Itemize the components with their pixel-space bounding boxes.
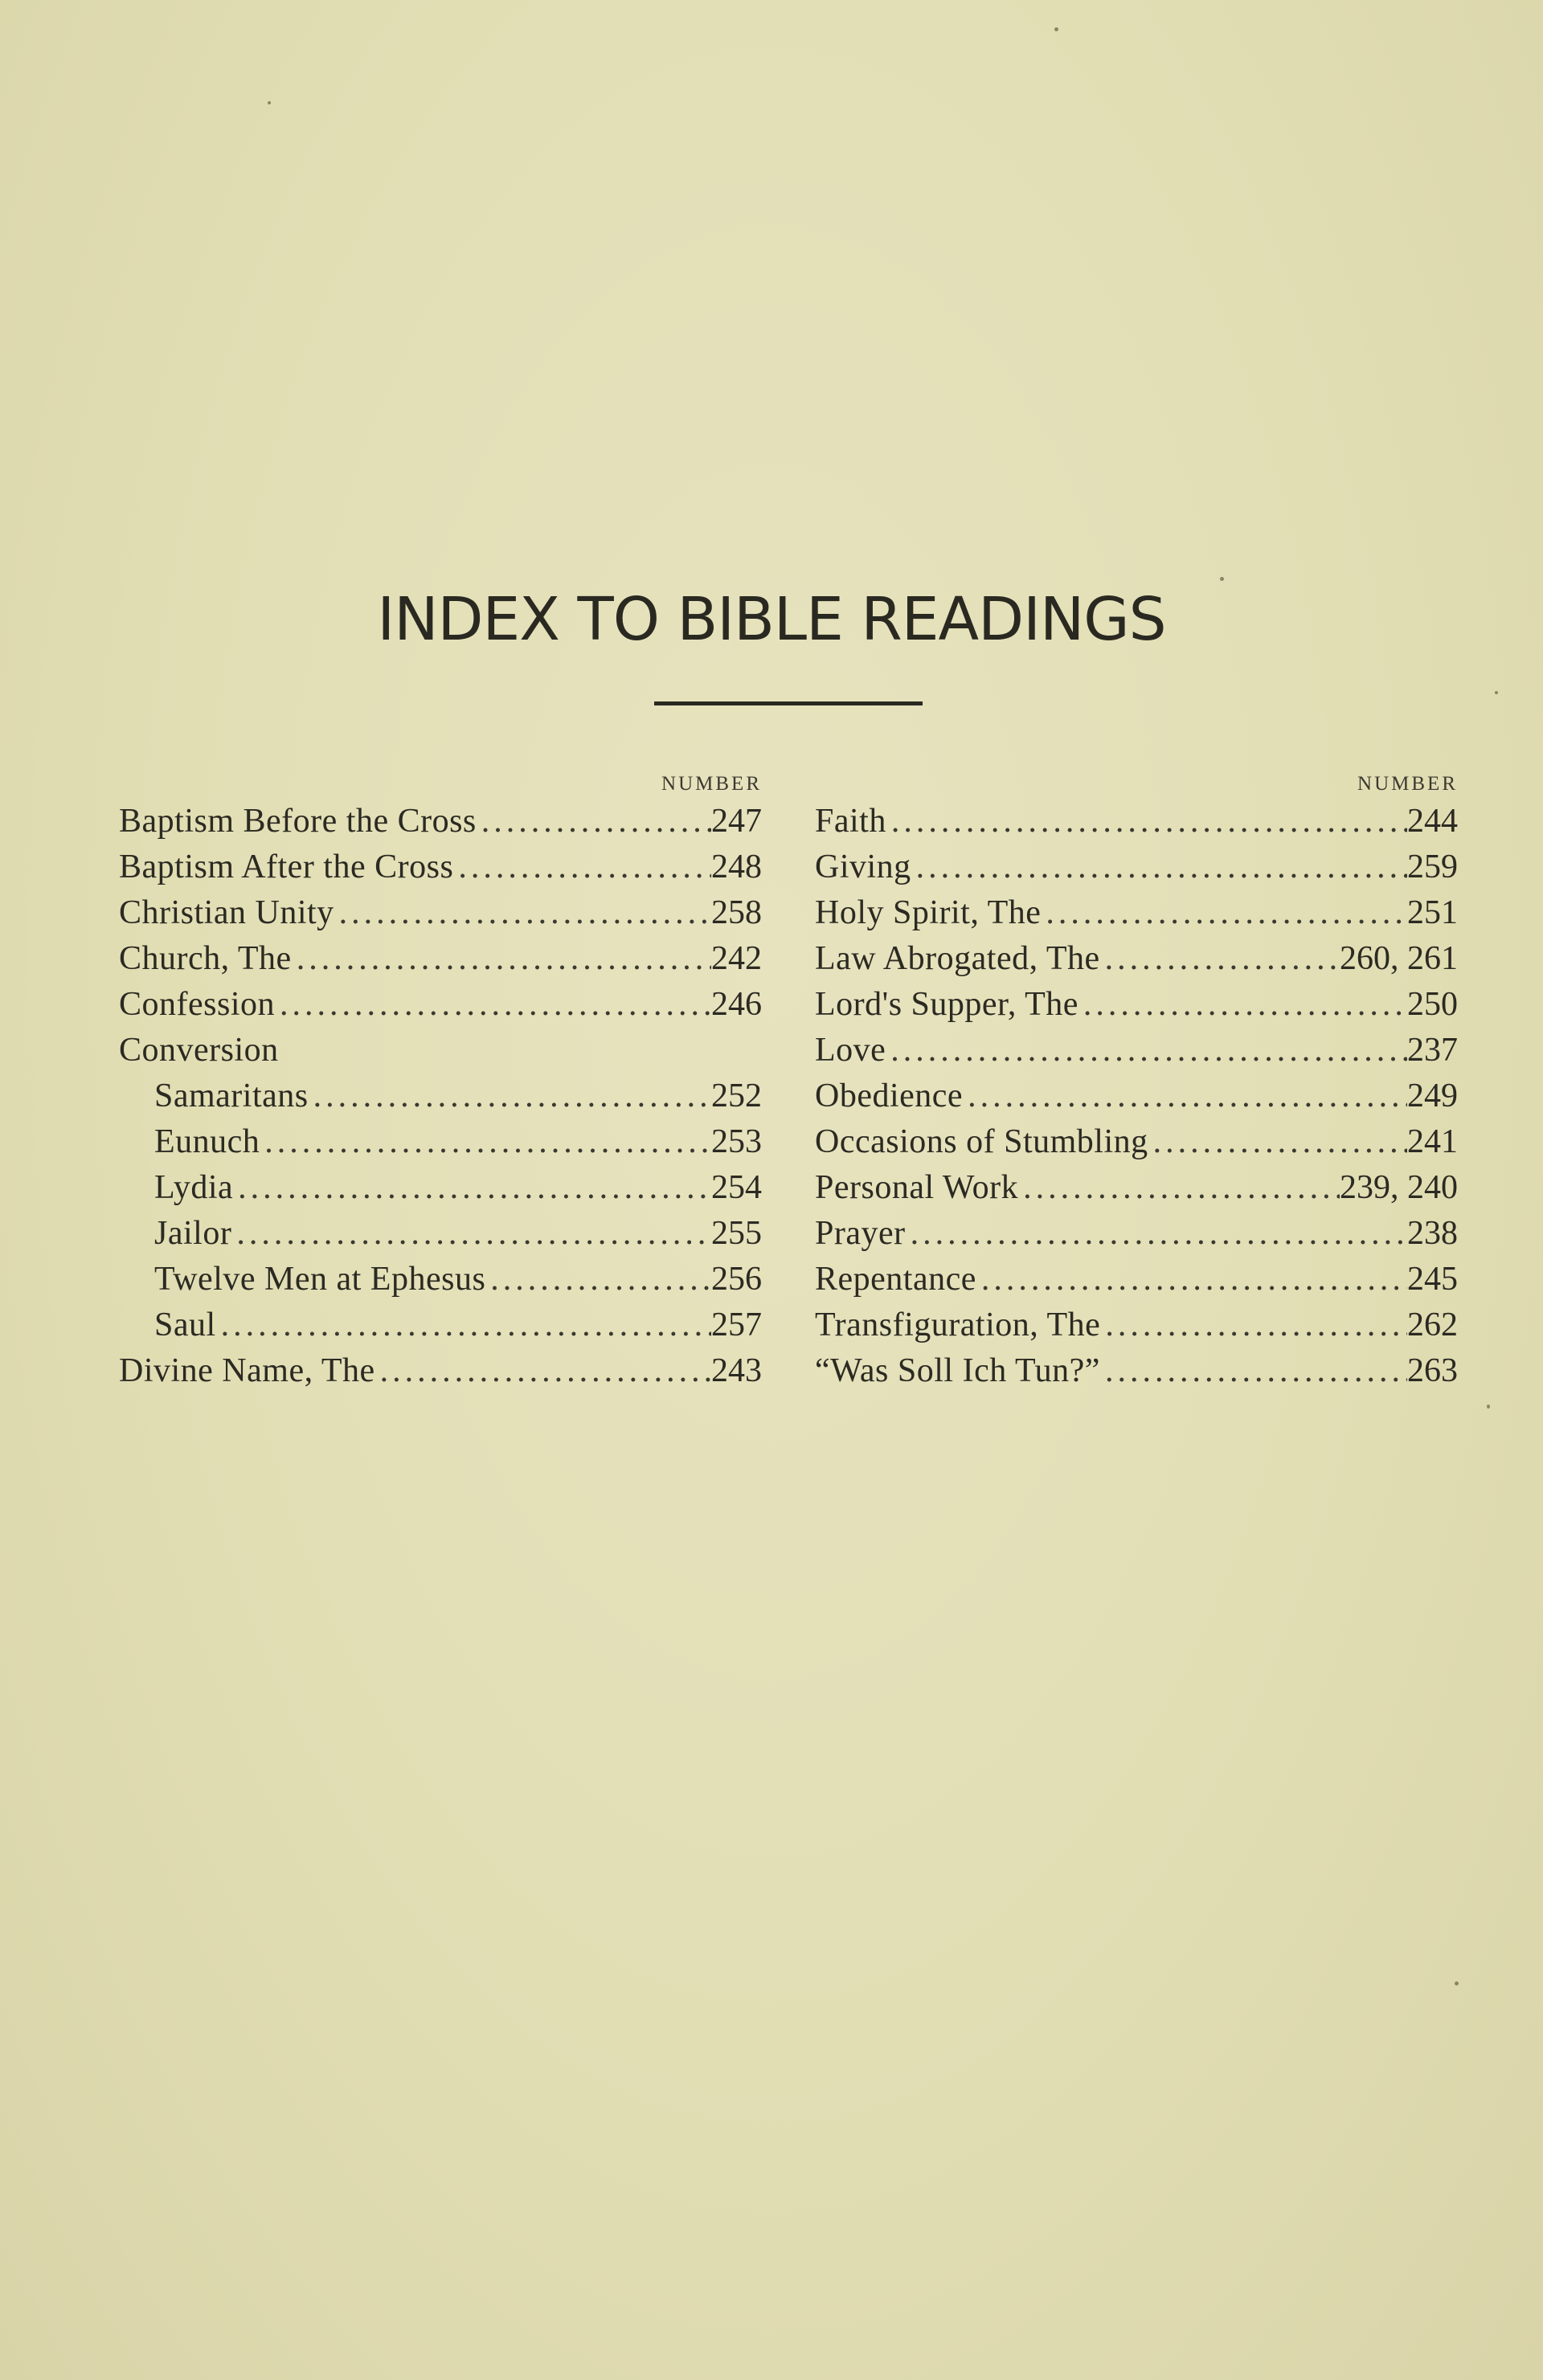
entry-label: Personal Work [815,1169,1019,1206]
index-entry [119,890,762,936]
entry-number: 263 [1407,1352,1458,1389]
index-entry [815,1028,1458,1073]
entry-number: 256 [711,1261,762,1298]
dot-leader [309,1073,711,1119]
index-column-right [815,770,1458,1394]
index-entry [815,799,1458,844]
paper-speck [1487,1405,1490,1409]
entry-number: 252 [711,1078,762,1114]
index-entry [119,936,762,982]
dot-leader [1148,1119,1407,1165]
entry-number: 243 [711,1352,762,1389]
dot-leader [886,1028,1407,1073]
index-entry [815,1073,1458,1119]
index-entry [815,1257,1458,1302]
entry-label: Occasions of Stumbling [815,1123,1148,1160]
paper-speck [1495,691,1498,694]
dot-leader [1041,890,1407,936]
entry-number: 248 [711,849,762,885]
index-subentry [119,1302,762,1348]
entry-label: Lord's Supper, The [815,986,1078,1023]
entry-number: 255 [711,1215,762,1252]
index-subentry [119,1119,762,1165]
entry-number: 253 [711,1123,762,1160]
entry-number: 258 [711,894,762,931]
index-subentry [119,1257,762,1302]
entry-label: Eunuch [154,1123,260,1160]
dot-leader [1018,1165,1340,1211]
entry-number: 249 [1407,1078,1458,1114]
index-entry [815,982,1458,1028]
entry-label: Saul [154,1307,216,1343]
entry-number: 246 [711,986,762,1023]
column-header-number: NUMBER [1357,773,1458,795]
page-title: INDEX TO BIBLE READINGS [377,585,1166,654]
entry-label: Baptism After the Cross [119,849,454,885]
dot-leader [1100,1348,1407,1394]
entry-label: Prayer [815,1215,906,1252]
index-column-left [119,770,762,1394]
entry-label: Love [815,1032,886,1069]
dot-leader [976,1257,1407,1302]
entry-number: 241 [1407,1123,1458,1160]
dot-leader [275,982,711,1028]
dot-leader [963,1073,1407,1119]
index-subentry [119,1073,762,1119]
dot-leader [886,799,1407,844]
paper-speck [268,101,271,104]
index-entry [119,799,762,844]
entry-number: 250 [1407,986,1458,1023]
dot-leader [1100,1302,1407,1348]
index-entry [119,1348,762,1394]
entry-label: Obedience [815,1078,964,1114]
dot-leader [485,1257,711,1302]
index-entry [815,844,1458,890]
entry-number: 238 [1407,1215,1458,1252]
dot-leader [477,799,711,844]
entry-number: 260, 261 [1340,940,1458,977]
index-entry-group-heading [119,1028,762,1073]
entry-label: Twelve Men at Ephesus [154,1261,486,1298]
dot-leader [292,936,711,982]
title-rule [654,701,923,705]
entry-number: 247 [711,803,762,840]
paper-speck [1054,27,1058,31]
entry-label: Jailor [154,1215,232,1252]
paper-speck [1220,577,1224,581]
index-entry [815,890,1458,936]
dot-leader [233,1165,711,1211]
dot-leader [453,844,711,890]
index-entry [815,1302,1458,1348]
dot-leader [375,1348,711,1394]
entry-label: Church, The [119,940,292,977]
entry-label: Transfiguration, The [815,1307,1101,1343]
dot-leader [1100,936,1340,982]
entry-number: 239, 240 [1340,1169,1458,1206]
column-header-number: NUMBER [661,773,762,795]
dot-leader [911,844,1407,890]
entry-label: Holy Spirit, The [815,894,1042,931]
index-entry [815,936,1458,982]
dot-leader [334,890,711,936]
entry-number: 242 [711,940,762,977]
index-entry [119,982,762,1028]
entry-label: Samaritans [154,1078,309,1114]
entry-label: Divine Name, The [119,1352,375,1389]
entry-label: Law Abrogated, The [815,940,1100,977]
entry-label: Repentance [815,1261,976,1298]
index-entry [815,1119,1458,1165]
entry-label: Confession [119,986,275,1023]
entry-label: Giving [815,849,911,885]
paper-speck [1455,1981,1459,1985]
index-subentry [119,1211,762,1257]
index-subentry [119,1165,762,1211]
entry-number: 262 [1407,1307,1458,1343]
dot-leader [1078,982,1407,1028]
dot-leader [216,1302,711,1348]
entry-label: Conversion [119,1032,279,1069]
entry-number: 237 [1407,1032,1458,1069]
entry-number: 257 [711,1307,762,1343]
dot-leader [231,1211,711,1257]
index-entry [119,844,762,890]
entry-label: “Was Soll Ich Tun?” [815,1352,1100,1389]
entry-number: 251 [1407,894,1458,931]
index-entry [815,1165,1458,1211]
entry-number: 245 [1407,1261,1458,1298]
entry-label: Baptism Before the Cross [119,803,477,840]
entry-number: 259 [1407,849,1458,885]
dot-leader [260,1119,711,1165]
index-entry [815,1211,1458,1257]
entry-number: 244 [1407,803,1458,840]
dot-leader [906,1211,1407,1257]
entry-label: Christian Unity [119,894,334,931]
entry-label: Faith [815,803,886,840]
index-entry [815,1348,1458,1394]
entry-number: 254 [711,1169,762,1206]
entry-label: Lydia [154,1169,234,1206]
